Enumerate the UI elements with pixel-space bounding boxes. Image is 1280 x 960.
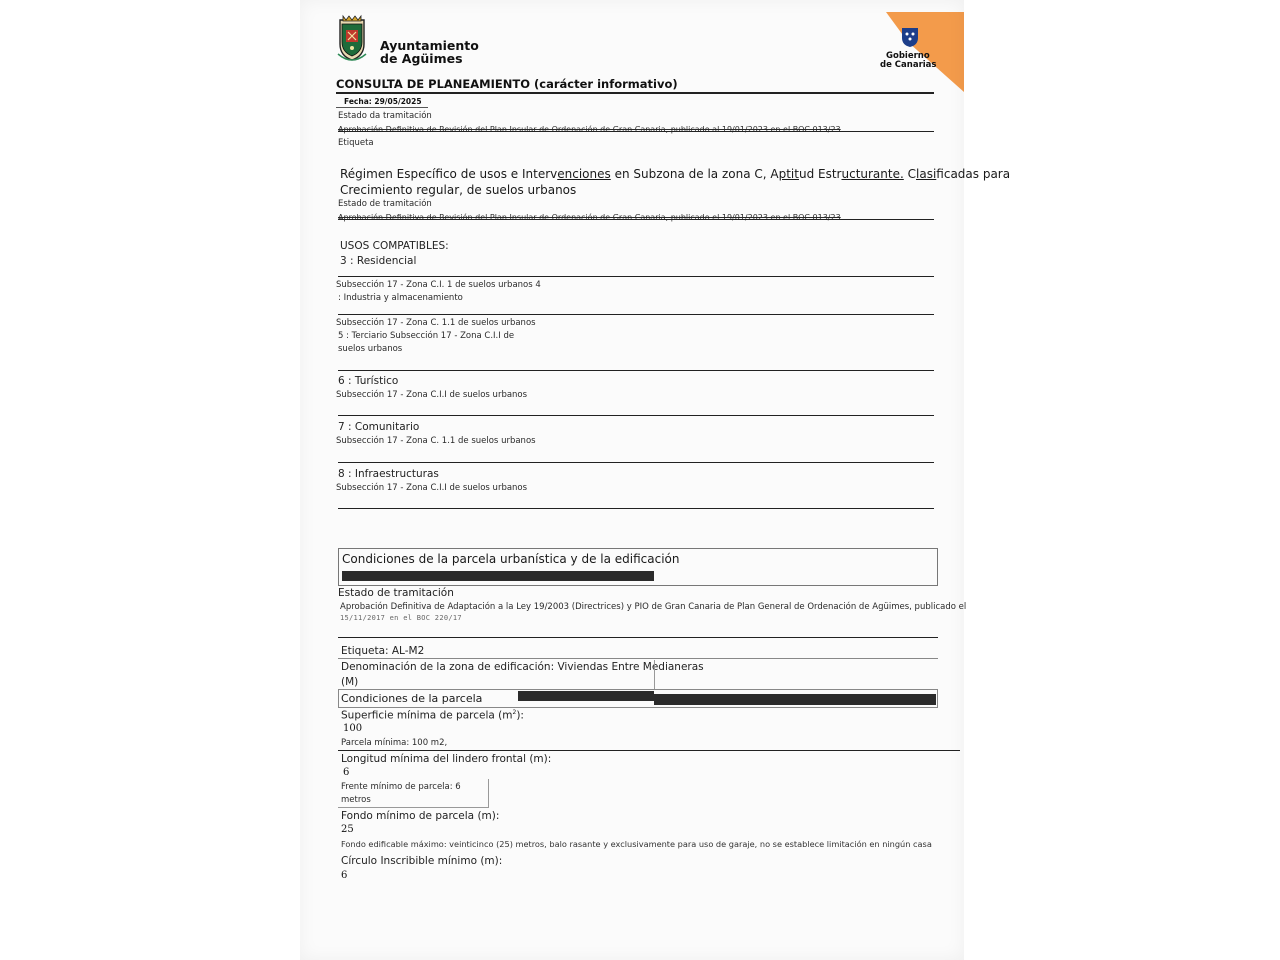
estado-label-1: Estado da tramitación [338, 111, 432, 121]
superficie-note: Parcela mínima: 100 m2, [341, 738, 448, 748]
fondo-label: Fondo mínimo de parcela (m): [341, 810, 500, 822]
parcela-header: Condiciones de la parcela [341, 692, 483, 705]
circulo-label: Círculo Inscribible mínimo (m): [341, 855, 503, 867]
government-name-line2: de Canarias [880, 60, 937, 70]
uso-7-rule [338, 462, 934, 463]
condiciones-title: Condiciones de la parcela urbanística y de la edificación [342, 552, 680, 566]
estado-label-3: Estado de tramitación [338, 587, 454, 599]
regimen-part: en Subzona de la zona C, A [610, 167, 779, 181]
fondo-value: 25 [341, 824, 354, 835]
regimen-part: ptit [778, 167, 799, 181]
canarias-emblem-icon [900, 26, 920, 48]
longitud-label: Longitud mínima del lindero frontal (m): [341, 753, 552, 765]
title-underline [336, 92, 934, 94]
regimen-part: Régimen Específico de usos e Interv [340, 167, 558, 181]
redaction-bar [654, 694, 936, 705]
regimen-rule [338, 219, 934, 220]
regimen-part: lasi [916, 167, 937, 181]
uso-4-sub1: Subsección 17 - Zona C. 1.1 de suelos urbanos [336, 318, 536, 328]
uso-5-line1: 5 : Terciario Subsección 17 - Zona C.I.I de [338, 331, 515, 341]
document-title: CONSULTA DE PLANEAMIENTO (carácter informativo) [336, 77, 678, 91]
uso-8-sub: Subsección 17 - Zona C.I.I de suelos urbanos [336, 483, 528, 493]
superficie-label [341, 709, 524, 722]
uso-5-rule [338, 370, 934, 371]
uso-3-title: 3 : Residencial [340, 255, 417, 267]
regimen-part: ucturante. [841, 167, 904, 181]
uso-3-sub2: : Industria y almacenamiento [338, 293, 463, 303]
etiqueta-label-1: Etiqueta [338, 138, 374, 148]
etiqueta-rule [338, 658, 938, 659]
uso-6-sub: Subsección 17 - Zona C.I.I de suelos urbanos [336, 390, 528, 400]
section1-rule [338, 131, 934, 132]
regimen-part: enciones [557, 167, 611, 181]
denominacion-divider [654, 660, 655, 690]
uso-7-title: 7 : Comunitario [338, 421, 420, 433]
longitud-value: 6 [343, 767, 350, 778]
document-page [300, 0, 1011, 960]
redaction-bar [342, 571, 654, 581]
estado-label-2: Estado de tramitación [338, 199, 432, 209]
estado-value-2: Aprobación Definitiva de Revisión del Plan Insular de Ordenación de Gran Canaria, publicado el 19/01/2023 en el BOC 013/23 [338, 213, 841, 222]
superficie-label-end: ): [516, 709, 524, 722]
fondo-note: Fondo edificable máximo: veinticinco (25) metros, balo rasante y exclusivamente para uso de garaje, no se establece limitación en ningún casa [341, 839, 932, 849]
denominacion-line1: Denominación de la zona de edificación: Viviendas Entre Medianeras [341, 661, 704, 673]
uso-3-rule [338, 276, 934, 277]
uso-3-sub1: Subsección 17 - Zona C.I. 1 de suelos urbanos 4 [336, 280, 541, 290]
uso-7-sub: Subsección 17 - Zona C. 1.1 de suelos urbanos [336, 436, 536, 446]
regimen-title-line1 [340, 167, 1010, 181]
superficie-label-text: Superficie mínima de parcela (m [341, 709, 513, 722]
estado-value-3: Aprobación Definitiva de Adaptación a la Ley 19/2003 (Directrices) y PIO de Gran Canaria de Plan General de Ordenación de Agüimes, publicado el [340, 602, 967, 612]
municipality-name-line2: de Agüimes [380, 51, 463, 66]
regimen-title-line2: Crecimiento regular, de suelos urbanos [340, 183, 577, 197]
superficie-label-sup: 2 [512, 709, 517, 716]
uso-6-title: 6 : Turístico [338, 375, 399, 387]
government-name-line1: Gobierno [886, 51, 930, 61]
condiciones-rule [338, 637, 938, 638]
date-label: Fecha: 29/05/2025 [344, 97, 422, 106]
regimen-part: C [903, 167, 916, 181]
uso-8-title: 8 : Infraestructuras [338, 468, 439, 480]
superficie-value: 100 [343, 723, 363, 734]
municipality-name-line1: Ayuntamiento [380, 38, 479, 53]
uso-8-rule [338, 508, 934, 509]
usos-title: USOS COMPATIBLES: [340, 240, 449, 252]
regimen-part: ud Estr [798, 167, 842, 181]
uso-5-line2: suelos urbanos [338, 344, 403, 354]
estado-value-3-date: 15/11/2017 en el BOC 220/17 [340, 614, 462, 622]
etiqueta-value: Etiqueta: AL-M2 [341, 645, 425, 657]
circulo-value: 6 [341, 870, 348, 881]
frente-line2: metros [341, 795, 371, 805]
superficie-rule [338, 750, 960, 751]
uso-4-rule [338, 314, 934, 315]
denominacion-line2: (M) [341, 676, 359, 688]
frente-line1: Frente mínimo de parcela: 6 [341, 782, 461, 792]
redaction-bar [518, 691, 654, 701]
regimen-part: ficadas para [936, 167, 1011, 181]
municipal-crest-logo [334, 14, 370, 64]
estado-value-1: Aprobación Definitiva de Revisión del Plan Insular de Ordenación de Gran Canaria, publicado al 19/01/2023 en el BOC 013/23 [338, 125, 841, 134]
uso-6-rule [338, 415, 934, 416]
